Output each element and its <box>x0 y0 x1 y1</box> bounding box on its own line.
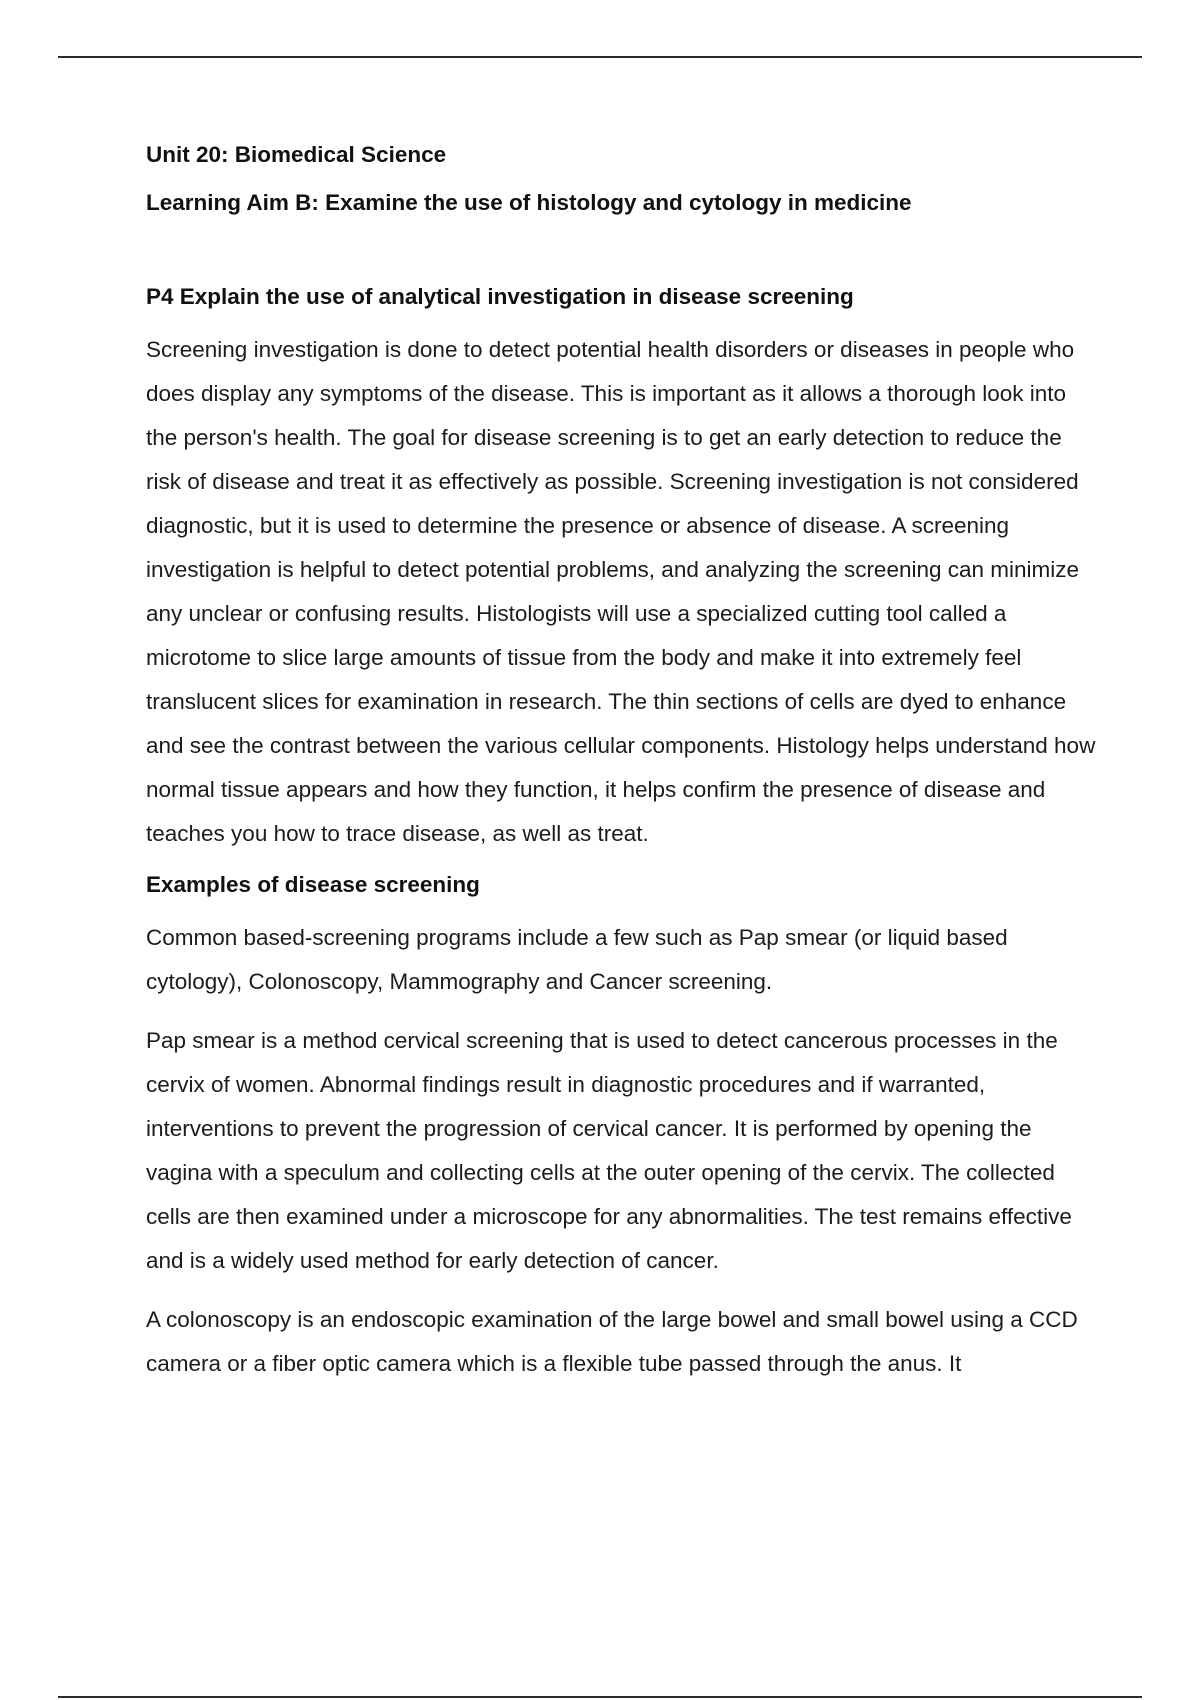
paragraph-screening: Screening investigation is done to detect potential health disorders or diseases in people who does display any symptoms of the disease. This is important as it allows a thorough look into the person's health. The goal for disease screening is to get an early detection to reduce the risk of disease and treat it as effectively as possible. Screening investigation is not considered diagnostic, but it is used to determine the presence or absence of disease. A screening investigation is helpful to detect potential problems, and analyzing the screening can minimize any unclear or confusing results. Histologists will use a specialized cutting tool called a microtome to slice large amounts of tissue from the body and make it into extremely feel translucent slices for examination in research. The thin sections of cells are dyed to enhance and see the contrast between the various cellular components. Histology helps understand how normal tissue appears and how they function, it helps confirm the presence of disease and teaches you how to trace disease, as well as treat. <box>146 337 1096 846</box>
paragraph-pap-smear: Pap smear is a method cervical screening that is used to detect cancerous processes in the cervix of women. Abnormal findings result in diagnostic procedures and if warranted, interventions to prevent the progression of cervical cancer. It is performed by opening the vagina with a speculum and collecting cells at the outer opening of the cervix. The collected cells are then examined under a microscope for any abnormalities. The test remains effective and is a widely used method for early detection of cancer. <box>146 1028 1072 1273</box>
unit-title: Unit 20: Biomedical Science <box>146 142 447 167</box>
document-body <box>146 140 1096 1386</box>
examples-heading: Examples of disease screening <box>146 872 480 897</box>
learning-aim-heading: Learning Aim B: Examine the use of histology and cytology in medicine <box>146 190 912 215</box>
header-rule <box>58 56 1142 58</box>
section-heading-p4: P4 Explain the use of analytical investigation in disease screening <box>146 284 854 309</box>
footer-rule <box>58 1696 1142 1698</box>
paragraph-programs: Common based-screening programs include a few such as Pap smear (or liquid based cytology), Colonoscopy, Mammography and Cancer screening. <box>146 925 1008 994</box>
paragraph-colonoscopy: A colonoscopy is an endoscopic examination of the large bowel and small bowel using a CCD camera or a fiber optic camera which is a flexible tube passed through the anus. It <box>146 1307 1078 1376</box>
